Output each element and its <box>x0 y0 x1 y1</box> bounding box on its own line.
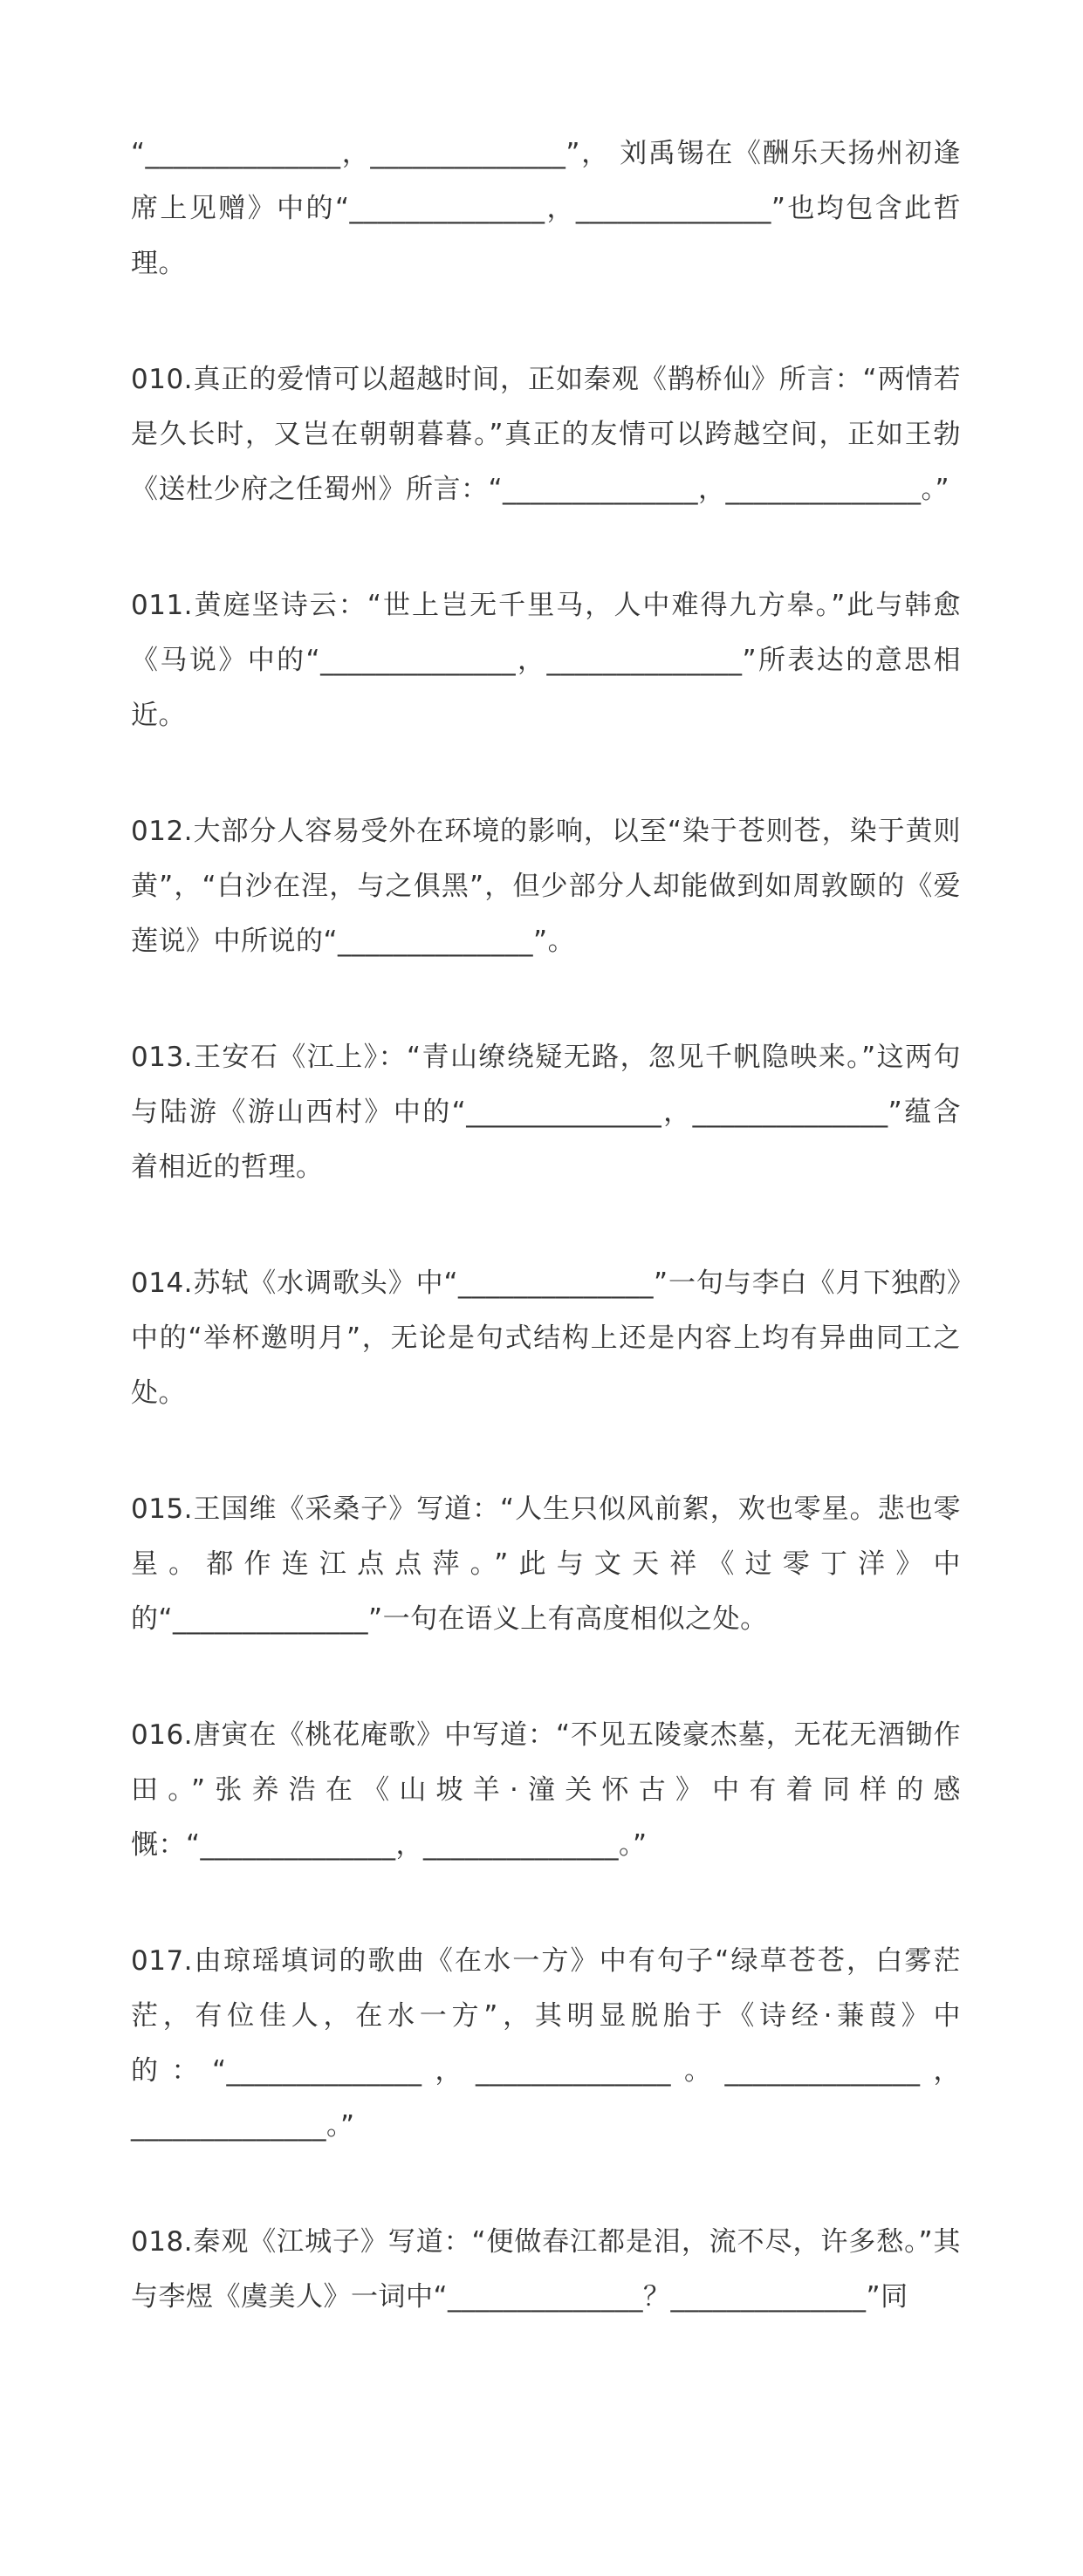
question-text-010: 010.真正的爱情可以超越时间，正如秦观《鹊桥仙》所言：“两情若是久长时，又岂在朝朝暮暮。”真正的友情可以跨越空间，正如王勃《送杜少府之任蜀州》所言：“______________，______________。” <box>131 364 961 505</box>
question-text-011: 011.黄庭坚诗云：“世上岂无千里马，人中难得九方皋。”此与韩愈《马说》中的“______________，______________”所表达的意思相近。 <box>131 590 961 731</box>
question-text-009-tail: “______________，______________”， 刘禹锡在《酬乐天扬州初逢席上见赠》中的“______________，______________”也均包含此哲理。 <box>131 138 961 279</box>
question-text-016: 016.唐寅在《桃花庵歌》中写道：“不见五陵豪杰墓，无花无酒锄作田。”张养浩在《山坡羊·潼关怀古》中有着同样的感慨：“______________，______________。” <box>131 1719 961 1861</box>
question-text-012: 012.大部分人容易受外在环境的影响，以至“染于苍则苍，染于黄则黄”，“白沙在涅，与之俱黑”，但少部分人却能做到如周敦颐的《爱莲说》中所说的“______________”。 <box>131 816 961 957</box>
question-text-013: 013.王安石《江上》：“青山缭绕疑无路，忽见千帆隐映来。”这两句与陆游《游山西村》中的“______________，______________”蕴含着相近的哲理。 <box>131 1042 961 1183</box>
question-text-014: 014.苏轼《水调歌头》中“______________”一句与李白《月下独酌》中的“举杯邀明月”，无论是句式结构上还是内容上均有异曲同工之处。 <box>131 1268 961 1409</box>
question-text-015: 015.王国维《采桑子》写道：“人生只似风前絮，欢也零星。悲也零星。都作连江点点萍。”此与文天祥《过零丁洋》中的“______________”一句在语义上有高度相似之处。 <box>131 1493 961 1635</box>
question-text-018: 018.秦观《江城子》写道：“便做春江都是泪，流不尽，许多愁。”其与李煜《虞美人》一词中“______________？______________”同 <box>131 2226 961 2313</box>
question-text-017: 017.由琼瑶填词的歌曲《在水一方》中有句子“绿草苍苍，白雾茫茫，有位佳人，在水一方”，其明显脱胎于《诗经·蒹葭》中的：“______________，______________。______________，______________。” <box>131 1945 961 2142</box>
